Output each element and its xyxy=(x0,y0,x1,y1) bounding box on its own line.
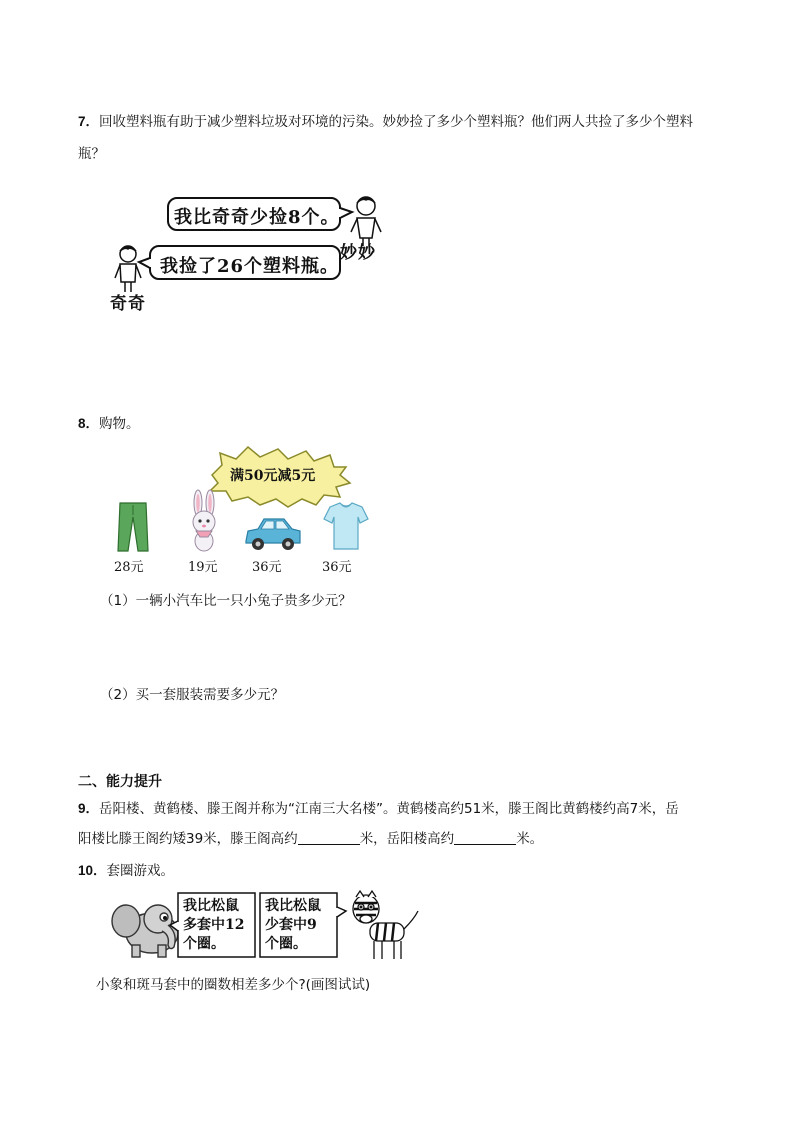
q7-line1: 7．回收塑料瓶有助于减少塑料垃圾对环境的污染。妙妙捡了多少个塑料瓶？他们两人共捡了多少个塑料 xyxy=(78,114,694,130)
q8-title-line: 8．购物。 xyxy=(78,416,140,432)
q8-sub1: （1）一辆小汽车比一只小兔子贵多少元？ xyxy=(100,593,352,609)
q10-illustration xyxy=(108,889,428,963)
q9-line1: 9．岳阳楼、黄鹤楼、滕王阁并称为“江南三大名楼”。黄鹤楼高约51米，滕王阁比黄鹤楼约高7米，岳 xyxy=(78,801,679,817)
q10-number: 10 xyxy=(78,863,94,878)
price-pants: 28元 xyxy=(114,560,144,575)
q8-title: 购物。 xyxy=(99,416,140,432)
rabbit-image xyxy=(193,490,215,551)
q9-blank-yueyang[interactable] xyxy=(454,830,516,845)
q10-question: 小象和斑马套中的圈数相差多少个?(画图试试) xyxy=(96,977,371,993)
section2-title: 二、能力提升 xyxy=(78,774,162,790)
promo-text: 满50元减5元 xyxy=(230,468,316,484)
price-car: 36元 xyxy=(252,560,282,575)
elephant-image xyxy=(112,905,178,957)
q8-illustration xyxy=(108,445,378,580)
price-tshirt: 36元 xyxy=(322,560,352,575)
q10-title: 套圈游戏。 xyxy=(106,863,175,879)
q7-illustration xyxy=(108,188,398,312)
q8-number: 8 xyxy=(78,416,86,431)
q10-title-line: 10．套圈游戏。 xyxy=(78,863,175,879)
zebra-bubble-text: 我比松鼠 少套中9 个圈。 xyxy=(265,898,321,952)
qiqi-bubble-text: 我捡了26个塑料瓶。 xyxy=(160,256,340,277)
qiqi-figure xyxy=(115,246,141,292)
tshirt-image xyxy=(324,503,368,549)
price-rabbit: 19元 xyxy=(188,560,218,575)
q9-blank-tengwang[interactable] xyxy=(298,830,360,845)
qiqi-name: 奇奇 xyxy=(110,294,146,314)
miaomiao-bubble-tail xyxy=(340,208,352,218)
miaomiao-name: 妙妙 xyxy=(340,243,376,263)
q7-line2: 瓶？ xyxy=(78,146,105,162)
car-image xyxy=(246,519,300,550)
qiqi-bubble-tail xyxy=(139,258,150,268)
pants-image xyxy=(118,503,148,551)
q7-number: 7 xyxy=(78,114,86,129)
q8-sub2: （2）买一套服装需要多少元？ xyxy=(100,687,285,703)
q9-line2: 阳楼比滕王阁约矮39米，滕王阁高约 米，岳阳楼高约 米。 xyxy=(78,831,544,847)
miaomiao-bubble-text: 我比奇奇少捡8个。 xyxy=(174,207,340,228)
zebra-image xyxy=(353,891,418,959)
q9-number: 9 xyxy=(78,801,86,816)
elephant-bubble-text: 我比松鼠 多套中12 个圈。 xyxy=(183,898,245,952)
